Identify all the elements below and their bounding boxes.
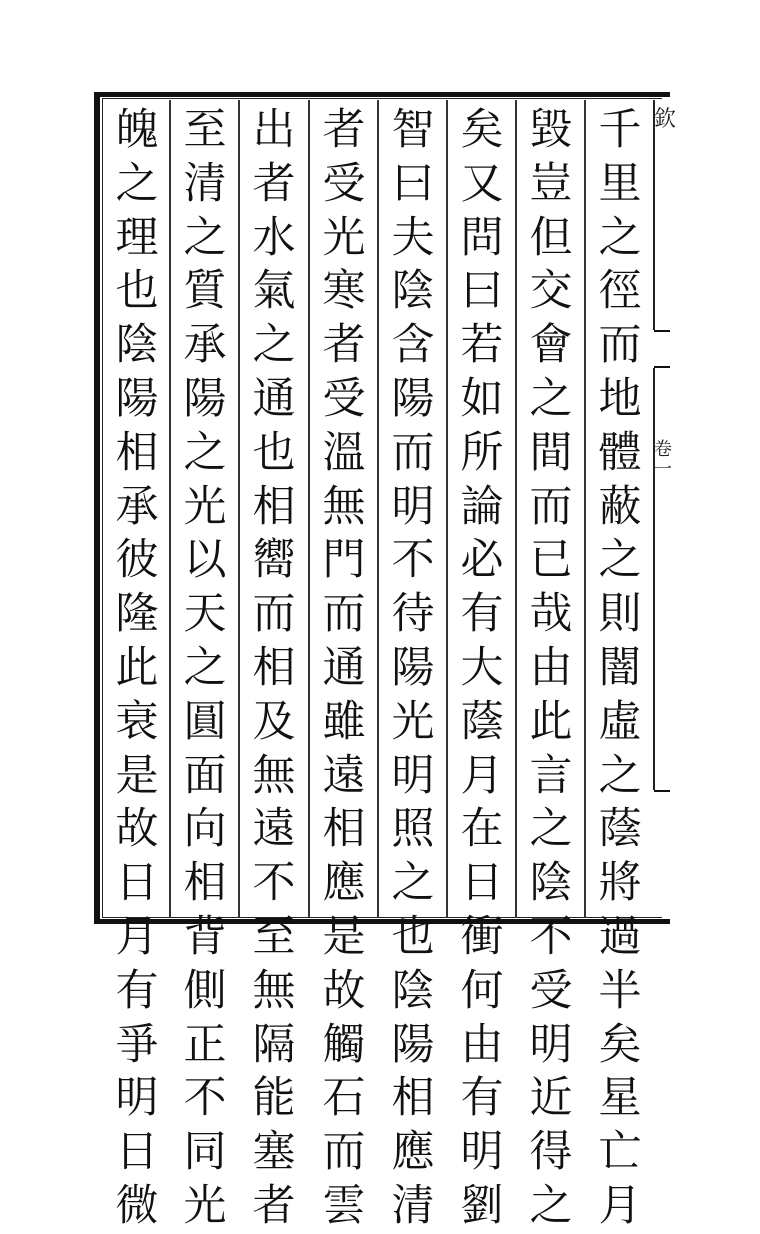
character: 遠 (322, 750, 366, 801)
character: 哉 (529, 589, 573, 640)
fold-margin-rule (654, 366, 670, 368)
character: 水 (252, 212, 296, 263)
character: 在 (460, 804, 504, 855)
character: 也 (391, 911, 435, 962)
character: 陰 (115, 320, 159, 371)
character: 有 (460, 1073, 504, 1124)
column-divider (238, 100, 240, 918)
juan-label: 卷一 (654, 439, 672, 480)
character: 明 (115, 1073, 159, 1124)
character: 嚮 (252, 535, 296, 586)
character: 蔽 (598, 481, 642, 532)
character: 之 (115, 158, 159, 209)
character: 應 (322, 858, 366, 909)
fold-margin-rule (654, 330, 670, 332)
character: 通 (252, 373, 296, 424)
character: 之 (529, 804, 573, 855)
character: 曰 (391, 158, 435, 209)
character: 智 (391, 105, 435, 155)
character: 光 (183, 1180, 227, 1231)
fold-margin-line (653, 368, 655, 790)
character: 以 (183, 535, 227, 586)
character: 月 (460, 750, 504, 801)
character: 若 (460, 320, 504, 371)
character: 陽 (183, 373, 227, 424)
character: 無 (252, 965, 296, 1016)
character: 而 (322, 1127, 366, 1178)
character: 陰 (391, 266, 435, 317)
character: 是 (115, 750, 159, 801)
character: 理 (115, 212, 159, 263)
character: 有 (115, 965, 159, 1016)
character: 夫 (391, 212, 435, 263)
text-column-8 (106, 104, 168, 1231)
character: 之 (183, 212, 227, 263)
character: 必 (460, 535, 504, 586)
character: 會 (529, 320, 573, 371)
character: 日 (460, 858, 504, 909)
text-column-2 (520, 104, 582, 1231)
character: 月 (115, 911, 159, 962)
character: 陽 (391, 373, 435, 424)
character: 而 (529, 481, 573, 532)
character: 無 (252, 750, 296, 801)
character: 已 (529, 535, 573, 586)
character: 門 (322, 535, 366, 586)
character: 相 (252, 481, 296, 532)
character: 之 (391, 858, 435, 909)
character: 日 (115, 1127, 159, 1178)
character: 此 (529, 696, 573, 747)
text-column-7 (174, 104, 236, 1231)
character: 陰 (529, 858, 573, 909)
character: 背 (183, 911, 227, 962)
character: 天 (183, 589, 227, 640)
character: 陽 (391, 1019, 435, 1070)
character: 溫 (322, 427, 366, 478)
column-divider (446, 100, 448, 918)
character: 近 (529, 1073, 573, 1124)
character: 不 (529, 911, 573, 962)
character: 者 (252, 1180, 296, 1231)
character: 氣 (252, 266, 296, 317)
character: 則 (598, 589, 642, 640)
character: 論 (460, 481, 504, 532)
character: 日 (115, 858, 159, 909)
character: 半 (598, 965, 642, 1016)
character: 清 (391, 1180, 435, 1231)
text-column-3 (451, 104, 513, 1231)
character: 之 (598, 212, 642, 263)
character: 相 (115, 427, 159, 478)
text-column-5 (313, 104, 375, 1231)
character: 之 (183, 642, 227, 693)
character: 者 (322, 105, 366, 155)
character: 言 (529, 750, 573, 801)
column-divider (377, 100, 379, 918)
character: 而 (322, 589, 366, 640)
character: 之 (598, 750, 642, 801)
character: 待 (391, 589, 435, 640)
text-column-1 (589, 104, 651, 1231)
text-column-4 (382, 104, 444, 1231)
character: 虛 (598, 696, 642, 747)
character: 相 (391, 1073, 435, 1124)
character: 問 (460, 212, 504, 263)
text-column-6 (243, 104, 305, 1231)
column-divider (169, 100, 171, 918)
character: 光 (322, 212, 366, 263)
character: 相 (322, 804, 366, 855)
character: 光 (183, 481, 227, 532)
character: 寒 (322, 266, 366, 317)
fold-margin-line (653, 100, 655, 330)
character: 亡 (598, 1127, 642, 1178)
character: 者 (322, 320, 366, 371)
character: 不 (391, 535, 435, 586)
character: 蔭 (460, 696, 504, 747)
character: 月 (598, 1180, 642, 1231)
character: 而 (391, 427, 435, 478)
character: 受 (322, 373, 366, 424)
character: 雲 (322, 1180, 366, 1231)
character: 此 (115, 642, 159, 693)
character: 但 (529, 212, 573, 263)
character: 光 (391, 696, 435, 747)
character: 向 (183, 804, 227, 855)
character: 含 (391, 320, 435, 371)
character: 也 (252, 427, 296, 478)
character: 衰 (115, 696, 159, 747)
character: 石 (322, 1073, 366, 1124)
character: 有 (460, 589, 504, 640)
character: 交 (529, 266, 573, 317)
character: 明 (391, 481, 435, 532)
character: 微 (115, 1180, 159, 1231)
character: 雖 (322, 696, 366, 747)
character: 及 (252, 696, 296, 747)
character: 曰 (460, 266, 504, 317)
character: 里 (598, 158, 642, 209)
column-divider (515, 100, 517, 918)
character: 毀 (529, 105, 573, 155)
character: 千 (598, 105, 642, 155)
character: 塞 (252, 1127, 296, 1178)
character: 明 (529, 1019, 573, 1070)
character: 是 (322, 911, 366, 962)
character: 至 (252, 911, 296, 962)
character: 也 (115, 266, 159, 317)
character: 而 (252, 589, 296, 640)
character: 應 (391, 1127, 435, 1178)
character: 承 (183, 320, 227, 371)
fold-top-mark: 欽 (654, 107, 677, 132)
character: 出 (252, 105, 296, 155)
character: 明 (460, 1127, 504, 1178)
character: 正 (183, 1019, 227, 1070)
character: 不 (183, 1073, 227, 1124)
character: 魄 (115, 105, 159, 155)
character: 相 (183, 858, 227, 909)
character: 由 (460, 1019, 504, 1070)
character: 將 (598, 858, 642, 909)
character: 陽 (115, 373, 159, 424)
character: 得 (529, 1127, 573, 1178)
character: 之 (183, 427, 227, 478)
character: 清 (183, 158, 227, 209)
character: 闇 (598, 642, 642, 693)
character: 之 (252, 320, 296, 371)
character: 所 (460, 427, 504, 478)
character: 通 (322, 642, 366, 693)
character: 無 (322, 481, 366, 532)
character: 觸 (322, 1019, 366, 1070)
character: 蔭 (598, 804, 642, 855)
character: 者 (252, 158, 296, 209)
character: 徑 (598, 266, 642, 317)
character: 隔 (252, 1019, 296, 1070)
character: 星 (598, 1073, 642, 1124)
character: 體 (598, 427, 642, 478)
character: 地 (598, 373, 642, 424)
character: 由 (529, 642, 573, 693)
character: 過 (598, 911, 642, 962)
character: 相 (252, 642, 296, 693)
character: 之 (598, 535, 642, 586)
character: 承 (115, 481, 159, 532)
character: 故 (115, 804, 159, 855)
character: 受 (529, 965, 573, 1016)
character: 受 (322, 158, 366, 209)
character: 同 (183, 1127, 227, 1178)
character: 陽 (391, 642, 435, 693)
fold-margin-rule (654, 790, 670, 792)
character: 豈 (529, 158, 573, 209)
character: 爭 (115, 1019, 159, 1070)
character: 衝 (460, 911, 504, 962)
character: 隆 (115, 589, 159, 640)
character: 大 (460, 642, 504, 693)
character: 側 (183, 965, 227, 1016)
character: 照 (391, 804, 435, 855)
character: 如 (460, 373, 504, 424)
character: 圓 (183, 696, 227, 747)
character: 之 (529, 1180, 573, 1231)
character: 劉 (460, 1180, 504, 1231)
character: 質 (183, 266, 227, 317)
character: 間 (529, 427, 573, 478)
character: 何 (460, 965, 504, 1016)
character: 明 (391, 750, 435, 801)
character: 遠 (252, 804, 296, 855)
character: 陰 (391, 965, 435, 1016)
character: 矣 (598, 1019, 642, 1070)
character: 彼 (115, 535, 159, 586)
character: 故 (322, 965, 366, 1016)
column-divider (308, 100, 310, 918)
character: 而 (598, 320, 642, 371)
character: 矣 (460, 105, 504, 155)
character: 至 (183, 105, 227, 155)
character: 不 (252, 858, 296, 909)
character: 面 (183, 750, 227, 801)
character: 之 (529, 373, 573, 424)
character: 又 (460, 158, 504, 209)
column-divider (584, 100, 586, 918)
character: 能 (252, 1073, 296, 1124)
